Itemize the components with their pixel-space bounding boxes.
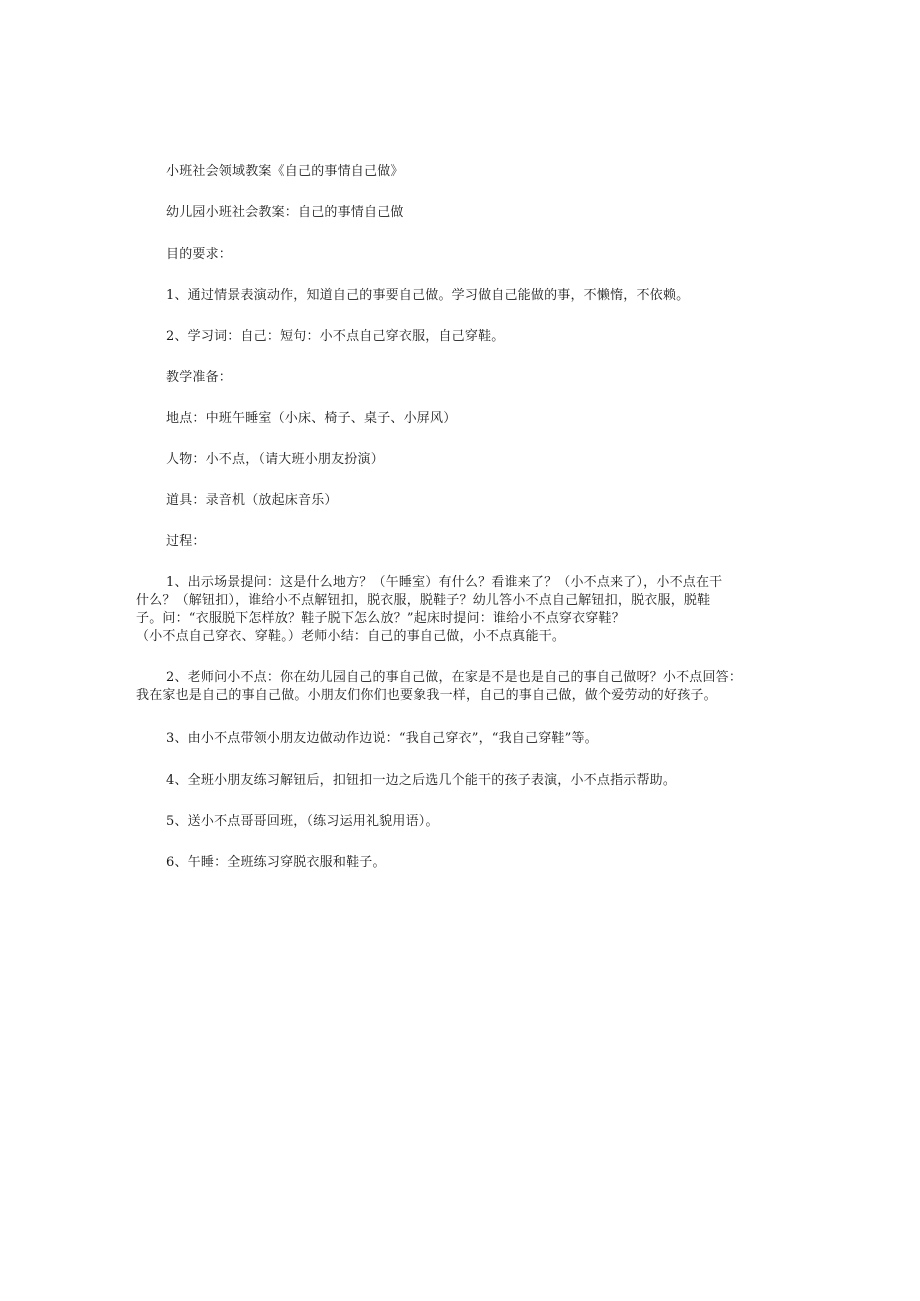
process-heading: 过程：: [166, 534, 206, 549]
step-1-line: 1、出示场景提问：这是什么地方？（午睡室）有什么？看谁来了？（小不点来了），小不点在干: [166, 575, 723, 590]
step-2-line: 我在家也是自己的事自己做。小朋友们你们也要象我一样，自己的事自己做，做个爱劳动的好孩子。: [136, 688, 717, 703]
prep-people: 人物：小不点，（请大班小朋友扮演）: [166, 452, 384, 467]
goal-item-1: 1、通过情景表演动作，知道自己的事要自己做。学习做自己能做的事，不懒惰，不依赖。: [166, 288, 690, 303]
document-title: 小班社会领域教案《自己的事情自己做》: [166, 164, 404, 179]
prep-heading: 教学准备：: [166, 370, 233, 385]
step-6: 6、午睡：全班练习穿脱衣服和鞋子。: [166, 855, 386, 870]
goals-heading: 目的要求：: [166, 247, 233, 262]
step-3: 3、由小不点带领小朋友边做动作边说：“我自己穿衣”，“我自己穿鞋”等。: [166, 731, 598, 746]
step-1-line: 什么？（解钮扣），谁给小不点解钮扣，脱衣服，脱鞋子？幼儿答小不点自己解钮扣，脱衣服，脱鞋: [136, 593, 711, 608]
step-1-line: （小不点自己穿衣、穿鞋。）老师小结：自己的事自己做，小不点真能干。: [136, 629, 566, 644]
step-5: 5、送小不点哥哥回班，（练习运用礼貌用语）。: [166, 814, 439, 829]
document-subtitle: 幼儿园小班社会教案：自己的事情自己做: [166, 205, 404, 220]
prep-place: 地点：中班午睡室（小床、椅子、桌子、小屏风）: [166, 411, 457, 426]
prep-props: 道具：录音机（放起床音乐）: [166, 493, 338, 508]
step-1-line: 子。问：“衣服脱下怎样放？鞋子脱下怎么放？”起床时提问：谁给小不点穿衣穿鞋？: [136, 611, 625, 626]
step-2-line: 2、老师问小不点：你在幼儿园自己的事自己做，在家是不是也是自己的事自己做呀？小不点回答：: [166, 670, 743, 685]
goal-item-2: 2、学习词：自己：短句：小不点自己穿衣服，自己穿鞋。: [166, 329, 505, 344]
step-4: 4、全班小朋友练习解钮后，扣钮扣一边之后选几个能干的孩子表演，小不点指示帮助。: [166, 773, 677, 788]
